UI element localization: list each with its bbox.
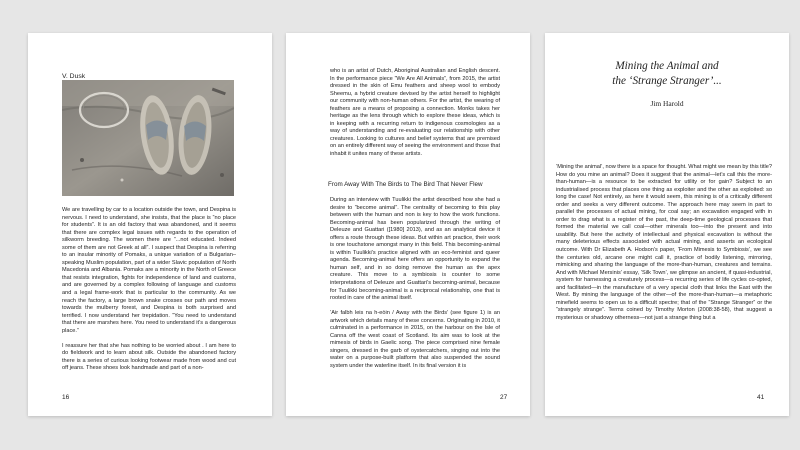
author-name: V. Dusk xyxy=(62,73,86,80)
page3-body xyxy=(556,164,772,330)
book-page-middle xyxy=(286,33,530,416)
section-heading: From Away With The Birds to The Bird That Never Flew xyxy=(328,181,483,188)
clogs-photo xyxy=(62,80,234,196)
page2-bottom-body xyxy=(330,197,500,378)
page1-body xyxy=(62,207,236,380)
page1-paragraph-1: We are travelling by car to a location outside the town, and Despina is nervous. I need to understand, she insists, that the place is “no place for students”. It is an old factory that was abandoned, and it seems that there are complex legal issues with regards to the operation of silkworm breeding. The women there are “...not educated. Indeed some of them are not Greek at all”. I suspect that Despina is referring to an insular minority of Pomaks, a unique variation of a Bulgarian–speaking Muslim population, part of a wider Slavic population of North Macedonia and Albania. Pomaks are a minority in the North of Greece that resists integration, fights for independence of land and customs, and are governed by a complex following of language and customs and a legal frame-work that is particular to the community. As we reach the factory, a large brown snake crosses our path and moves towards the mulberry forest, and Despina is both surprised and terrified. I now understand her trepidation. “You need to understand that there are marshes here. You need to understand it’s a dangerous place.” xyxy=(62,207,236,334)
page2-paragraph-1: who is an artist of Dutch, Aboriginal Australian and English descent. In the performance piece “We Are All Animals”, from 2015, the artist dressed in the skin of Emu feathers and sheep wool to embody Sheemu, a hybrid creature devised by the artist herself to highlight our community with non-human others. For the artist, the wearing of feathers are a means of proposing a connection. Monks takes her heritage as the lens through which to explore these ideas, which is in keeping with a recurring return to indigenous cosmologies as a way of understanding and re-evaluating our relationship with other creatures. Looking to cultures and belief systems that are premised on an entirely different way of seeing the environment and those that inhabit it unites many of these artists. xyxy=(330,68,500,158)
page2-paragraph-3: ‘Air falbh leis na h-eòin / Away with the Birds’ (see figure 1) is an artwork which details many of these concerns. Originating in 2010, it culminated in a performance in 2015, on the harbour on the Isle of Canna off the west coast of Scotland. Its aim was to look at the mimesis of birds in Gaelic song. The piece comprised nine female singers, dressed in the garb of oystercatchers, singing out into the water on a purpose-built platform that also suspended the sound system under the waterline itself. In its final version it is xyxy=(330,310,500,369)
page-number-middle: 27 xyxy=(500,394,508,401)
chapter-author: Jim Harold xyxy=(650,99,684,108)
clogs-photo-graphic xyxy=(62,80,234,196)
chapter-title-line-1: Mining the Animal and xyxy=(615,60,719,72)
page-number-left: 16 xyxy=(62,394,70,401)
page2-paragraph-2: During an interview with Tuulikki the artist described how she had a desire to “become animal”. The centrality of becoming to this play between with the human and non is key to how the work functions. Becoming-animal has been popularized through the writing of Deleuze and Guattari ([1980] 2013), and as an analytical device it offers a route through these ideas. But within art practice, their work is one touchstone amongst many in this field. This becoming-animal is within Tuulikki’s practice aligned with an eco-feminist and queer agenda. Becoming-animal here offers an opportunity to expand the human self, and in so doing remove the human as the apex creature. This move to a symbiosis is counter to some interpretations of Deleuze and Guattari’s becoming-animal, because for Tuulikki becoming-animal is a reciprocal relationship, one that is rooted in care of the animal itself. xyxy=(330,197,500,302)
page3-paragraph-1: ‘Mining the animal’, now there is a space for thought. What might we mean by this title? How do you mine an animal? Does it suggest that the animal—let’s call this the more-than-human—is a resource to be extracted for utility or for gain? Subject to an industrialised process that places one thing as exploiter and the other as exploited: so long the case! Not entirely, as here it would seem, this mining is of a critically different order and seeks a very different outcome. The approach here may seem in part to parallel the processes of actual mining, for coal say; an excavation engaged with in order to drag what is a register of the past, the deep-time geological processes that formed the material we call coal—other minerals too—into the present and into usability. But here the activity of intellectual and physical excavation is without the many deleterious effects associated with actual mining, and asserts an ecological outcome. With Dr Elizabeth A. Hodson’s paper, ‘From Mimesis to Symbiosis’, we see the centuries old, arcane one might call it, practice of bodily listening, mirroring, mimicking and sharing the language of the more-than-human, creatures and terrains. And with Michael Mersinis’ essay, ‘Silk Town’, we glimpse an ancient, if quasi-industrial, system for harnessing a creaturely process—a recurring series of life cycles co-opted, and facilitated—in the manufacture of a very special cloth that links the East with the West. By mining the language of the other—of the more-than-human—a metaphoric minefield seems to open us to a difficult spectre; that of the “Strange Stranger” or the “strangely strange”. Terms coined by Timothy Morton (2008:38-58), that suggest a mysterious or shadowy otherness—not just a strange thing but a xyxy=(556,164,772,321)
page1-paragraph-2: I reassure her that she has nothing to be worried about . I am here to do fieldwork and to learn about silk. Outside the abandoned factory there is a series of curious looking footwear made from wood and cut off jeans. These shoes look handmade and part of a non- xyxy=(62,342,236,372)
page-number-right: 41 xyxy=(757,394,765,401)
book-page-left xyxy=(28,33,272,416)
book-page-right xyxy=(545,33,789,416)
chapter-title-line-2: the ‘Strange Stranger’... xyxy=(612,74,722,87)
chapter-title xyxy=(577,59,757,88)
page2-top-body xyxy=(330,68,500,166)
